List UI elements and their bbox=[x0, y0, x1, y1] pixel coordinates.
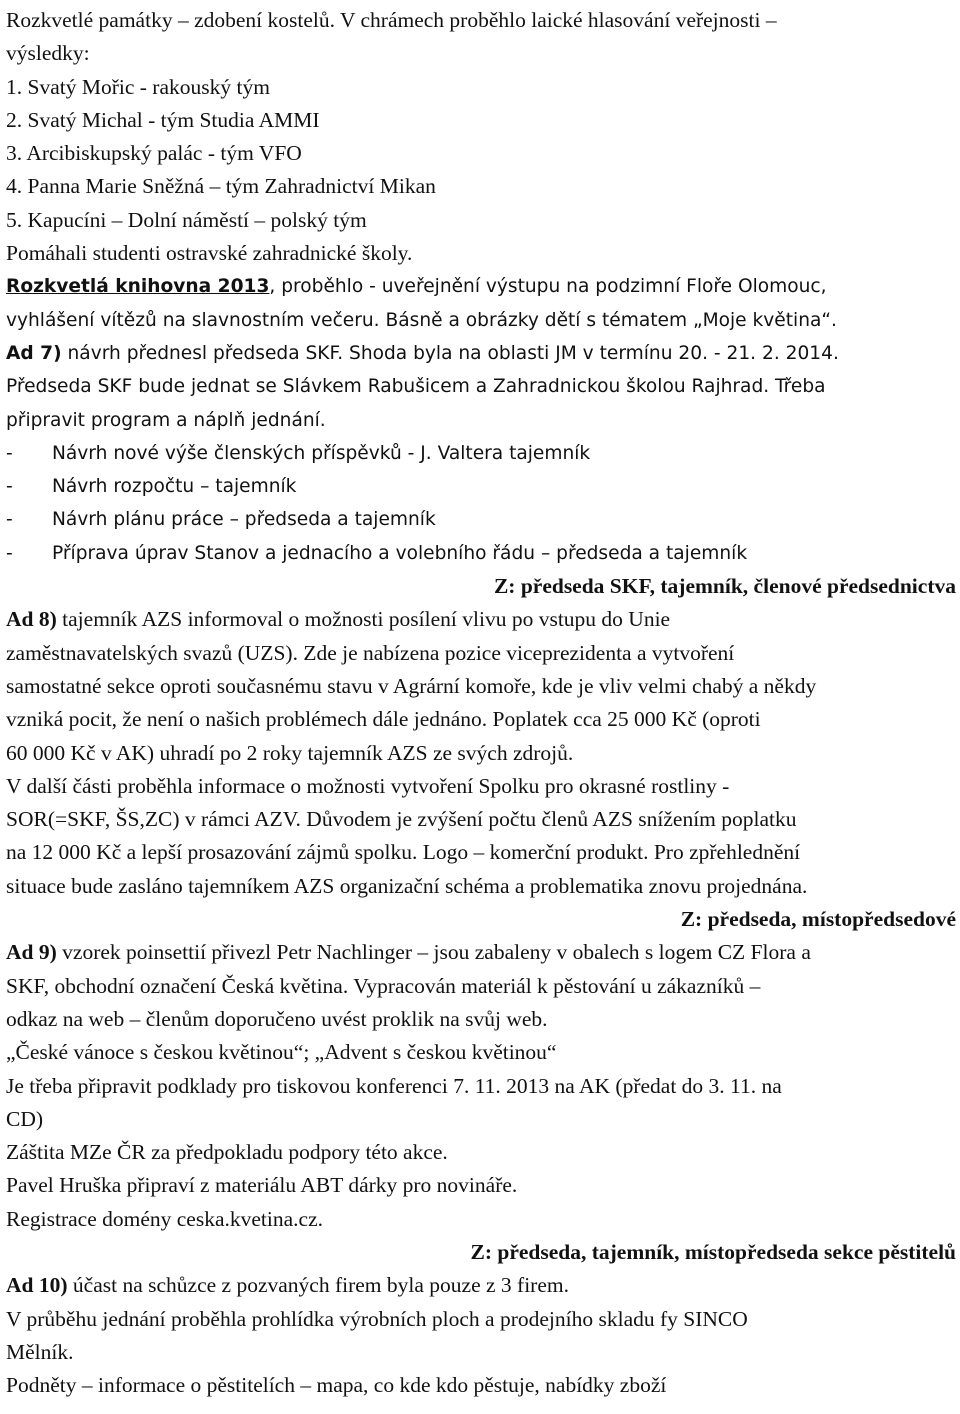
text-line: CD) bbox=[6, 1106, 44, 1131]
document-page bbox=[6, 4, 956, 1402]
text-line: výsledky: bbox=[6, 41, 90, 66]
task-item bbox=[6, 470, 956, 503]
text-line: Pavel Hruška připraví z materiálu ABT dárky pro novináře. bbox=[6, 1173, 518, 1198]
text-line bbox=[6, 270, 956, 303]
dash-marker: - bbox=[6, 542, 13, 564]
dash-marker: - bbox=[6, 442, 13, 464]
text-line: V další části proběhla informace o možnosti vytvoření Spolku pro okrasné rostliny - bbox=[6, 773, 730, 798]
text-line: SKF, obchodní označení Česká květina. Vypracován materiál k pěstování u zákazníků – bbox=[6, 973, 761, 998]
list-item: 4. Panna Marie Sněžná – tým Zahradnictví Mikan bbox=[6, 174, 436, 199]
text-run: vzorek poinsettií přivezl Petr Nachlinger – jsou zabaleny v obalech s logem CZ Flora a bbox=[56, 940, 811, 965]
text-line: SOR(=SKF, ŠS,ZC) v rámci AZV. Důvodem je zvýšení počtu členů AZS snížením poplatku bbox=[6, 807, 797, 832]
text-line: Podněty – informace o pěstitelích – mapa, co kde kdo pěstuje, nabídky zboží bbox=[6, 1373, 667, 1398]
task-text: Návrh rozpočtu – tajemník bbox=[52, 476, 297, 498]
text-run: účast na schůzce z pozvaných firem byla pouze z 3 firem. bbox=[67, 1273, 569, 1298]
text-line: odkaz na web – členům doporučeno uvést proklik na svůj web. bbox=[6, 1006, 548, 1031]
task-item bbox=[6, 537, 956, 570]
text-line: Mělník. bbox=[6, 1339, 74, 1364]
text-line: vyhlášení vítězů na slavnostním večeru. Básně a obrázky dětí s tématem „Moje květina“. bbox=[6, 309, 837, 331]
responsibility-line: Z: předseda, tajemník, místopředseda sekce pěstitelů bbox=[470, 1239, 956, 1264]
section-heading: Rozkvetlá knihovna 2013 bbox=[6, 276, 270, 298]
agenda-item-label: Ad 7) bbox=[6, 342, 62, 364]
text-run: návrh přednesl předseda SKF. Shoda byla na oblasti JM v termínu 20. - 21. 2. 2014. bbox=[61, 342, 839, 364]
responsibility-line: Z: předseda SKF, tajemník, členové předsednictva bbox=[493, 574, 956, 599]
text-line: na 12 000 Kč a lepší prosazování zájmů spolku. Logo – komerční produkt. Pro zpřehlednění bbox=[6, 840, 801, 865]
text-line: vzniká pocit, že není o našich problémech dále jednáno. Poplatek cca 25 000 Kč (oproti bbox=[6, 707, 761, 732]
text-line bbox=[6, 603, 956, 636]
task-text: Návrh nové výše členských příspěvků - J. Valtera tajemník bbox=[52, 442, 591, 464]
text-line: Registrace domény ceska.kvetina.cz. bbox=[6, 1206, 323, 1231]
text-line: situace bude zasláno tajemníkem AZS organizační schéma a problematika znovu projednána. bbox=[6, 873, 808, 898]
agenda-item-label: Ad 10) bbox=[6, 1273, 68, 1298]
task-item bbox=[6, 503, 956, 536]
text-line: samostatné sekce oproti současnému stavu v Agrární komoře, kde je vliv velmi chabý a někdy bbox=[6, 673, 817, 698]
text-line: Je třeba připravit podklady pro tiskovou konferenci 7. 11. 2013 na AK (předat do 3. 11. na bbox=[6, 1073, 782, 1098]
list-item: 3. Arcibiskupský palác - tým VFO bbox=[6, 141, 302, 166]
text-line: Předseda SKF bude jednat se Slávkem Rabušicem a Zahradnickou školou Rajhrad. Třeba bbox=[6, 376, 826, 398]
task-text: Příprava úprav Stanov a jednacího a volebního řádu – předseda a tajemník bbox=[52, 542, 748, 564]
text-line bbox=[6, 1269, 956, 1302]
text-run: , proběhlo - uveřejnění výstupu na podzimní Floře Olomouc, bbox=[269, 276, 827, 298]
text-line: připravit program a náplň jednání. bbox=[6, 409, 326, 431]
text-run: tajemník AZS informoval o možnosti posílení vlivu po vstupu do Unie bbox=[56, 607, 671, 632]
text-line bbox=[6, 936, 956, 969]
list-item: 1. Svatý Mořic - rakouský tým bbox=[6, 74, 270, 99]
dash-marker: - bbox=[6, 509, 13, 531]
responsibility-line: Z: předseda, místopředsedové bbox=[680, 907, 956, 932]
agenda-item-label: Ad 9) bbox=[6, 940, 57, 965]
list-item: 5. Kapucíni – Dolní náměstí – polský tým bbox=[6, 207, 367, 232]
task-text: Návrh plánu práce – předseda a tajemník bbox=[52, 509, 436, 531]
text-line: Rozkvetlé památky – zdobení kostelů. V chrámech proběhlo laické hlasování veřejnosti – bbox=[6, 8, 777, 32]
task-item bbox=[6, 437, 956, 470]
text-line: „České vánoce s českou květinou“; „Advent s českou květinou“ bbox=[6, 1040, 557, 1065]
text-line: 60 000 Kč v AK) uhradí po 2 roky tajemník AZS ze svých zdrojů. bbox=[6, 740, 574, 765]
text-line: V průběhu jednání proběhla prohlídka výrobních ploch a prodejního skladu fy SINCO bbox=[6, 1306, 748, 1331]
text-line: Záštita MZe ČR za předpokladu podpory této akce. bbox=[6, 1140, 448, 1165]
text-line bbox=[6, 337, 956, 370]
agenda-item-label: Ad 8) bbox=[6, 607, 57, 632]
list-item: 2. Svatý Michal - tým Studia AMMI bbox=[6, 107, 320, 132]
text-line: Pomáhali studenti ostravské zahradnické školy. bbox=[6, 241, 413, 266]
dash-marker: - bbox=[6, 476, 13, 498]
text-line: zaměstnavatelských svazů (UZS). Zde je nabízena pozice viceprezidenta a vytvoření bbox=[6, 640, 735, 665]
